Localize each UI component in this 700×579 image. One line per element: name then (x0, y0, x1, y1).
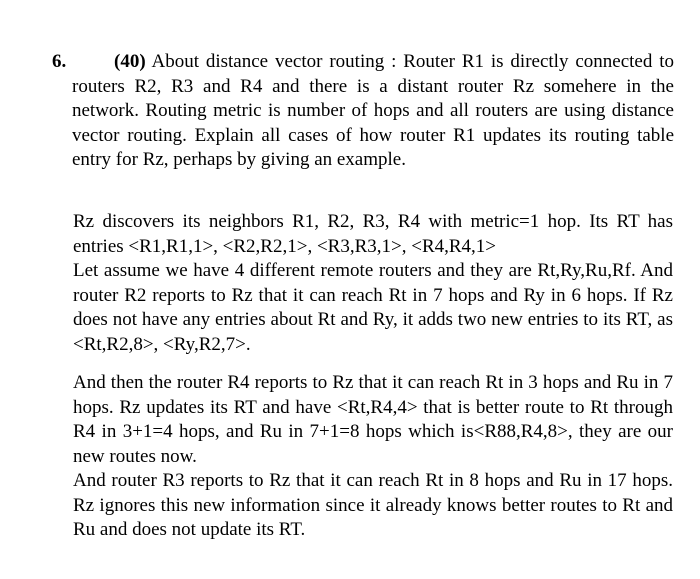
question-body: About distance vector routing : Router R1 is directly connected to routers R2, R3 and R4 and there is a distant router Rz somehere in the network. Routing metric is number of hops and all routers are using distance vector routing. Explain all cases of how router R1 updates its routing table entry for Rz, perhaps by giving an example. (72, 51, 674, 170)
answer-paragraph-4: And router R3 reports to Rz that it can reach Rt in 8 hops and Ru in 17 hops. Rz ignores this new information since it already knows better routes to Rt and Ru and does not update its RT. (73, 470, 673, 540)
question-number: 6. (52, 51, 67, 72)
answer-block-1 (73, 210, 673, 357)
answer-block-2 (73, 371, 673, 543)
question-points: (40) (114, 51, 146, 72)
answer-paragraph-1: Rz discovers its neighbors R1, R2, R3, R4 with metric=1 hop. Its RT has entries <R1,R1,1>, <R2,R2,1>, <R3,R3,1>, <R4,R4,1> (73, 211, 673, 257)
answer-paragraph-3: And then the router R4 reports to Rz that it can reach Rt in 3 hops and Ru in 7 hops. Rz updates its RT and have <Rt,R4,4> that is better route to Rt through R4 in 3+1=4 hops, and Ru in 7+1=8 hops which is<R88,R4,8>, they are our new routes now. (73, 372, 673, 467)
question-text (52, 50, 674, 173)
answer-paragraph-2: Let assume we have 4 different remote routers and they are Rt,Ry,Ru,Rf. And router R2 reports to Rz that it can reach Rt in 7 hops and Ry in 6 hops. If Rz does not have any entries about Rt and Ry, it adds two new entries to its RT, as <Rt,R2,8>, <Ry,R2,7>. (73, 260, 673, 355)
question-block (52, 50, 674, 173)
